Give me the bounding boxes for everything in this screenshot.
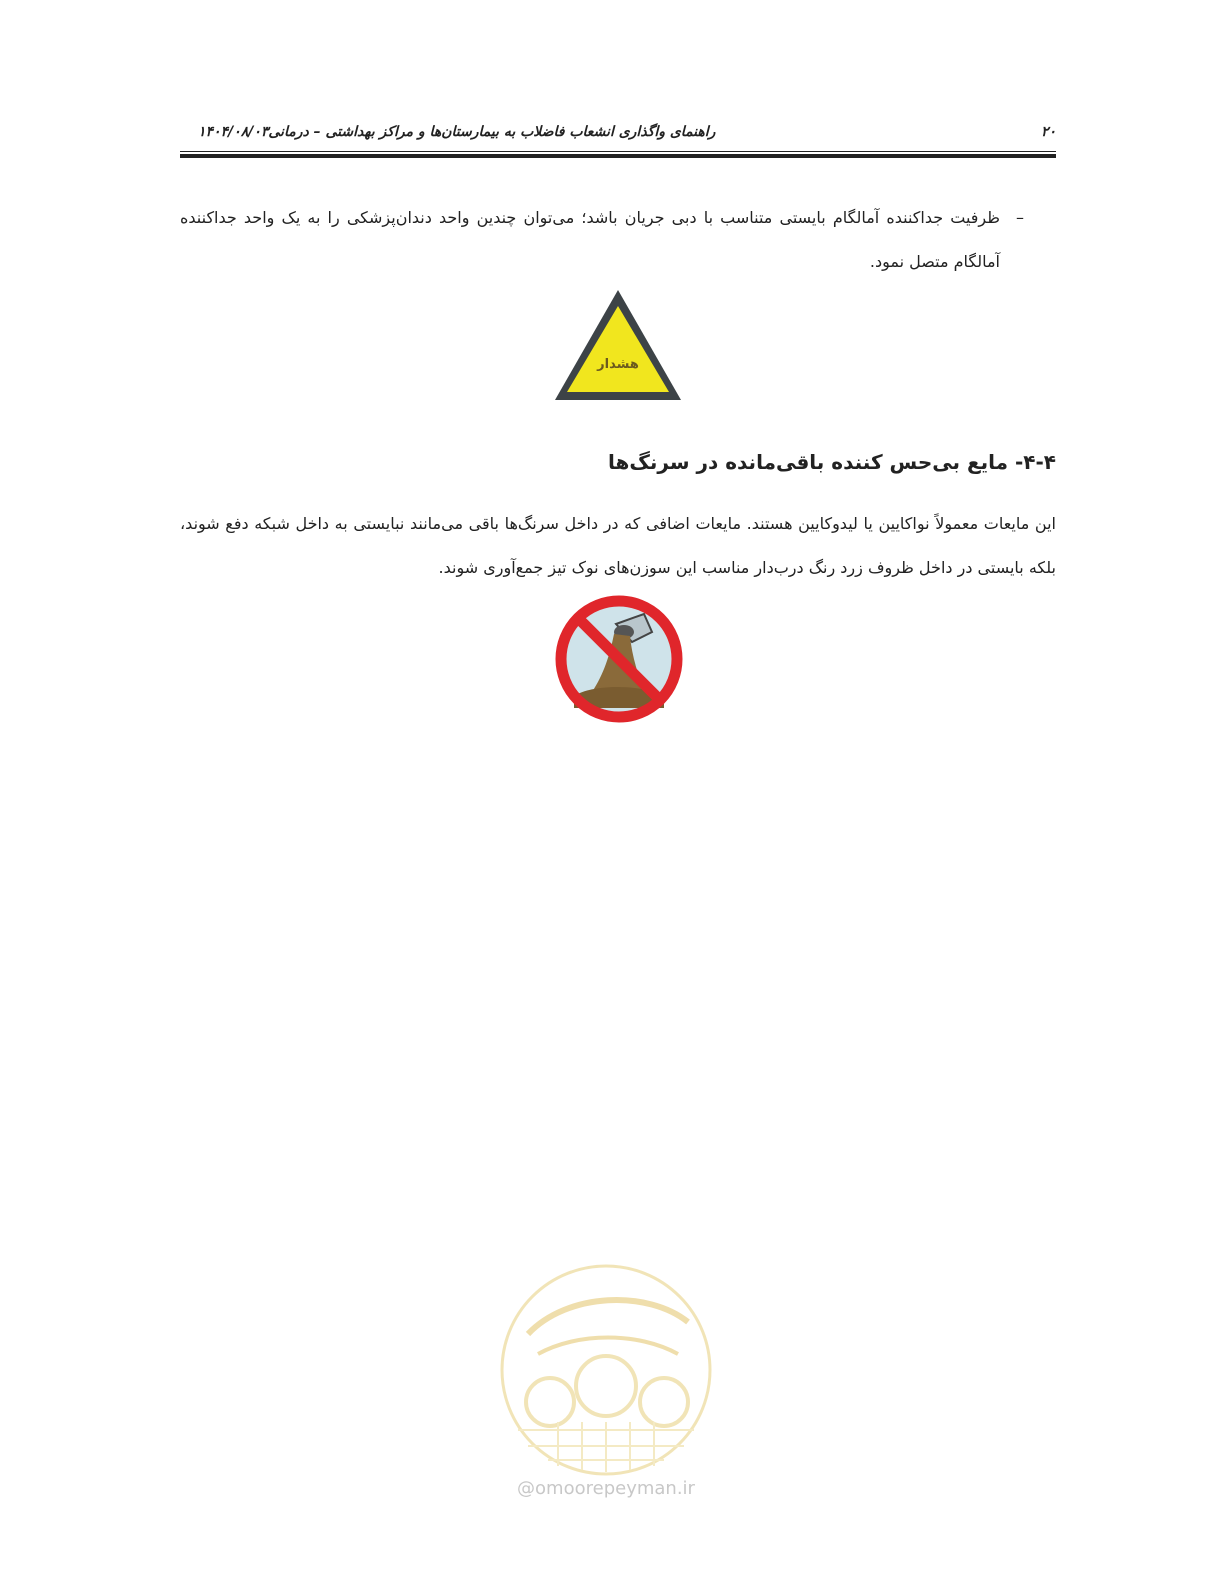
watermark-url-text: omoorepeyman.ir [535,1478,695,1499]
bullet-dash: – [1016,208,1024,227]
at-sign-icon: @ [517,1478,536,1499]
watermark-url [498,1478,714,1499]
page-header [180,122,1056,148]
warning-label: هشدار [597,357,639,372]
bullet-text: ظرفیت جداکننده آمالگام بایستی متناسب با دبی جریان باشد؛ می‌توان چندین واحد دندان‌پزشکی را به یک واحد جداکننده آمالگام متصل نمود. [180,208,1000,271]
header-rule-thin [180,151,1056,152]
watermark-logo [498,1262,714,1478]
no-dumping-icon [552,592,686,726]
running-title-text: راهنمای واگذاری انشعاب فاضلاب به بیمارستان‌ها و مراکز بهداشتی – درمانی [268,124,716,140]
header-rule-thick [180,154,1056,158]
header-date: ۱۴۰۴/۰۸/۰۳ [198,124,269,140]
warning-triangle-fill [567,306,669,392]
page-number: ۲۰ [1040,124,1056,140]
section-heading: ۴-۴- مایع بی‌حس کننده باقی‌مانده در سرنگ‌ها [608,450,1056,474]
running-title [180,124,715,140]
warning-triangle-icon [553,288,683,402]
section-paragraph: این مایعات معمولاً نواکایین یا لیدوکایین هستند. مایعات اضافی که در داخل سرنگ‌ها باقی می‌مانند نبایستی به داخل شبکه دفع شوند، بلکه بایستی در داخل ظروف زرد رنگ درب‌دار مناسب این سوزن‌های نوک تیز جمع‌آوری شوند. [180,514,1056,577]
bullet-item [180,196,1024,284]
